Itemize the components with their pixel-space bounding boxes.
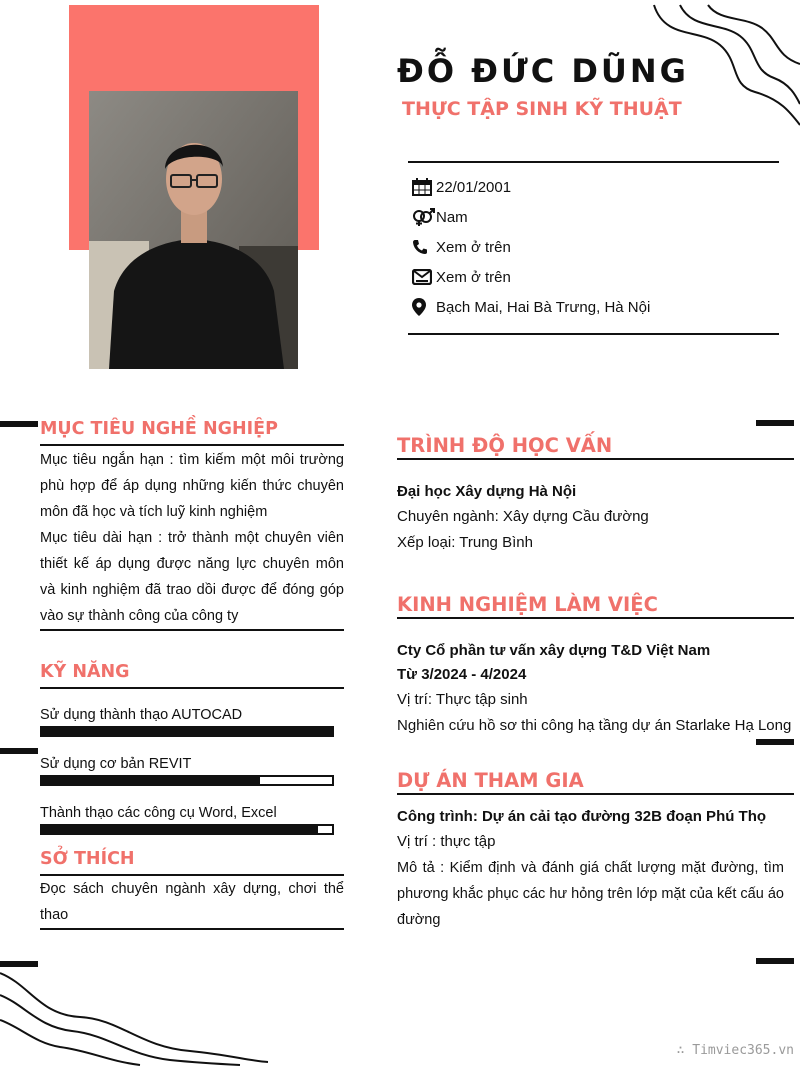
skill-bar-fill <box>42 728 332 735</box>
education-school: Đại học Xây dựng Hà Nội <box>397 483 577 500</box>
left-tick-2 <box>0 748 38 754</box>
left-tick-1 <box>0 421 38 427</box>
objective-short-term: Mục tiêu ngắn hạn : tìm kiếm một môi trường phù hợp để áp dụng những kiến thức chuyên môn đã học và tích luỹ kinh nghiệm <box>40 452 344 520</box>
watermark: ∴ Timviec365.vn <box>676 1043 794 1058</box>
calendar-icon <box>412 177 436 197</box>
left-tick-3 <box>0 961 38 967</box>
skills-title: KỸ NĂNG <box>40 662 130 682</box>
project-position: Vị trí : thực tập <box>397 833 496 850</box>
objective-long-term: Mục tiêu dài hạn : trở thành một chuyên viên thiết kế áp dụng được năng lực chuyên môn và kinh nghiệm đã trao dồi được để đóng góp vào sự thành công của công ty <box>40 530 344 624</box>
skill-label: Thành thạo các công cụ Word, Excel <box>40 805 277 821</box>
email-icon <box>412 267 436 287</box>
gender-icon <box>412 207 436 227</box>
birthday-row <box>412 172 511 202</box>
objective-rule <box>40 444 344 446</box>
experience-rule <box>397 617 794 619</box>
experience-description: Nghiên cứu hồ sơ thi công hạ tầng dự án Starlake Hạ Long <box>397 717 792 734</box>
email-value: Xem ở trên <box>436 268 511 286</box>
phone-value: Xem ở trên <box>436 238 511 256</box>
gender-row <box>412 202 468 232</box>
experience-title: KINH NGHIỆM LÀM VIỆC <box>397 593 658 616</box>
experience-period: Từ 3/2024 - 4/2024 <box>397 666 527 683</box>
gender-value: Nam <box>436 208 468 226</box>
skill-bar <box>40 726 334 737</box>
skill-label: Sử dụng cơ bản REVIT <box>40 756 192 772</box>
phone-icon <box>412 237 436 257</box>
email-row <box>412 262 511 292</box>
objective-bottom-rule <box>40 629 344 631</box>
job-title: THỰC TẬP SINH KỸ THUẬT <box>402 98 682 120</box>
education-grade: Xếp loại: Trung Bình <box>397 534 533 551</box>
right-tick-2 <box>756 739 794 745</box>
education-rule <box>397 458 794 460</box>
hobbies-bottom-rule <box>40 928 344 930</box>
phone-row <box>412 232 511 262</box>
birthday-value: 22/01/2001 <box>436 178 512 196</box>
right-tick-1 <box>756 420 794 426</box>
education-major: Chuyên ngành: Xây dựng Cầu đường <box>397 508 649 525</box>
info-bottom-rule <box>408 333 779 335</box>
skills-rule <box>40 687 344 689</box>
skill-label: Sử dụng thành thạo AUTOCAD <box>40 707 243 723</box>
candidate-name: ĐỖ ĐỨC DŨNG <box>397 52 689 90</box>
address-value: Bạch Mai, Hai Bà Trưng, Hà Nội <box>436 298 651 316</box>
right-tick-3 <box>756 958 794 964</box>
profile-photo <box>89 91 298 369</box>
skill-bar-fill <box>42 777 260 784</box>
project-description: Mô tả : Kiểm định và đánh giá chất lượng mặt đường, tìm phương khắc phục các hư hỏng trên lớp mặt của kết cấu áo đường <box>397 860 784 928</box>
projects-title: DỰ ÁN THAM GIA <box>397 769 584 792</box>
projects-rule <box>397 793 794 795</box>
education-title: TRÌNH ĐỘ HỌC VẤN <box>397 434 613 457</box>
objective-title: MỤC TIÊU NGHỀ NGHIỆP <box>40 419 278 439</box>
skill-bar <box>40 775 334 786</box>
experience-position: Vị trí: Thực tập sinh <box>397 691 528 708</box>
location-pin-icon <box>412 297 436 317</box>
hobbies-title: SỞ THÍCH <box>40 849 135 869</box>
address-row <box>412 292 650 322</box>
skill-bar-fill <box>42 826 318 833</box>
decorative-waves-bottom <box>0 965 280 1066</box>
info-top-rule <box>408 161 779 163</box>
experience-company: Cty Cổ phần tư vấn xây dựng T&D Việt Nam <box>397 642 711 659</box>
project-name: Công trình: Dự án cải tạo đường 32B đoạn Phú Thọ <box>397 808 767 825</box>
hobbies-text: Đọc sách chuyên ngành xây dựng, chơi thể thao <box>40 881 344 923</box>
skill-bar <box>40 824 334 835</box>
